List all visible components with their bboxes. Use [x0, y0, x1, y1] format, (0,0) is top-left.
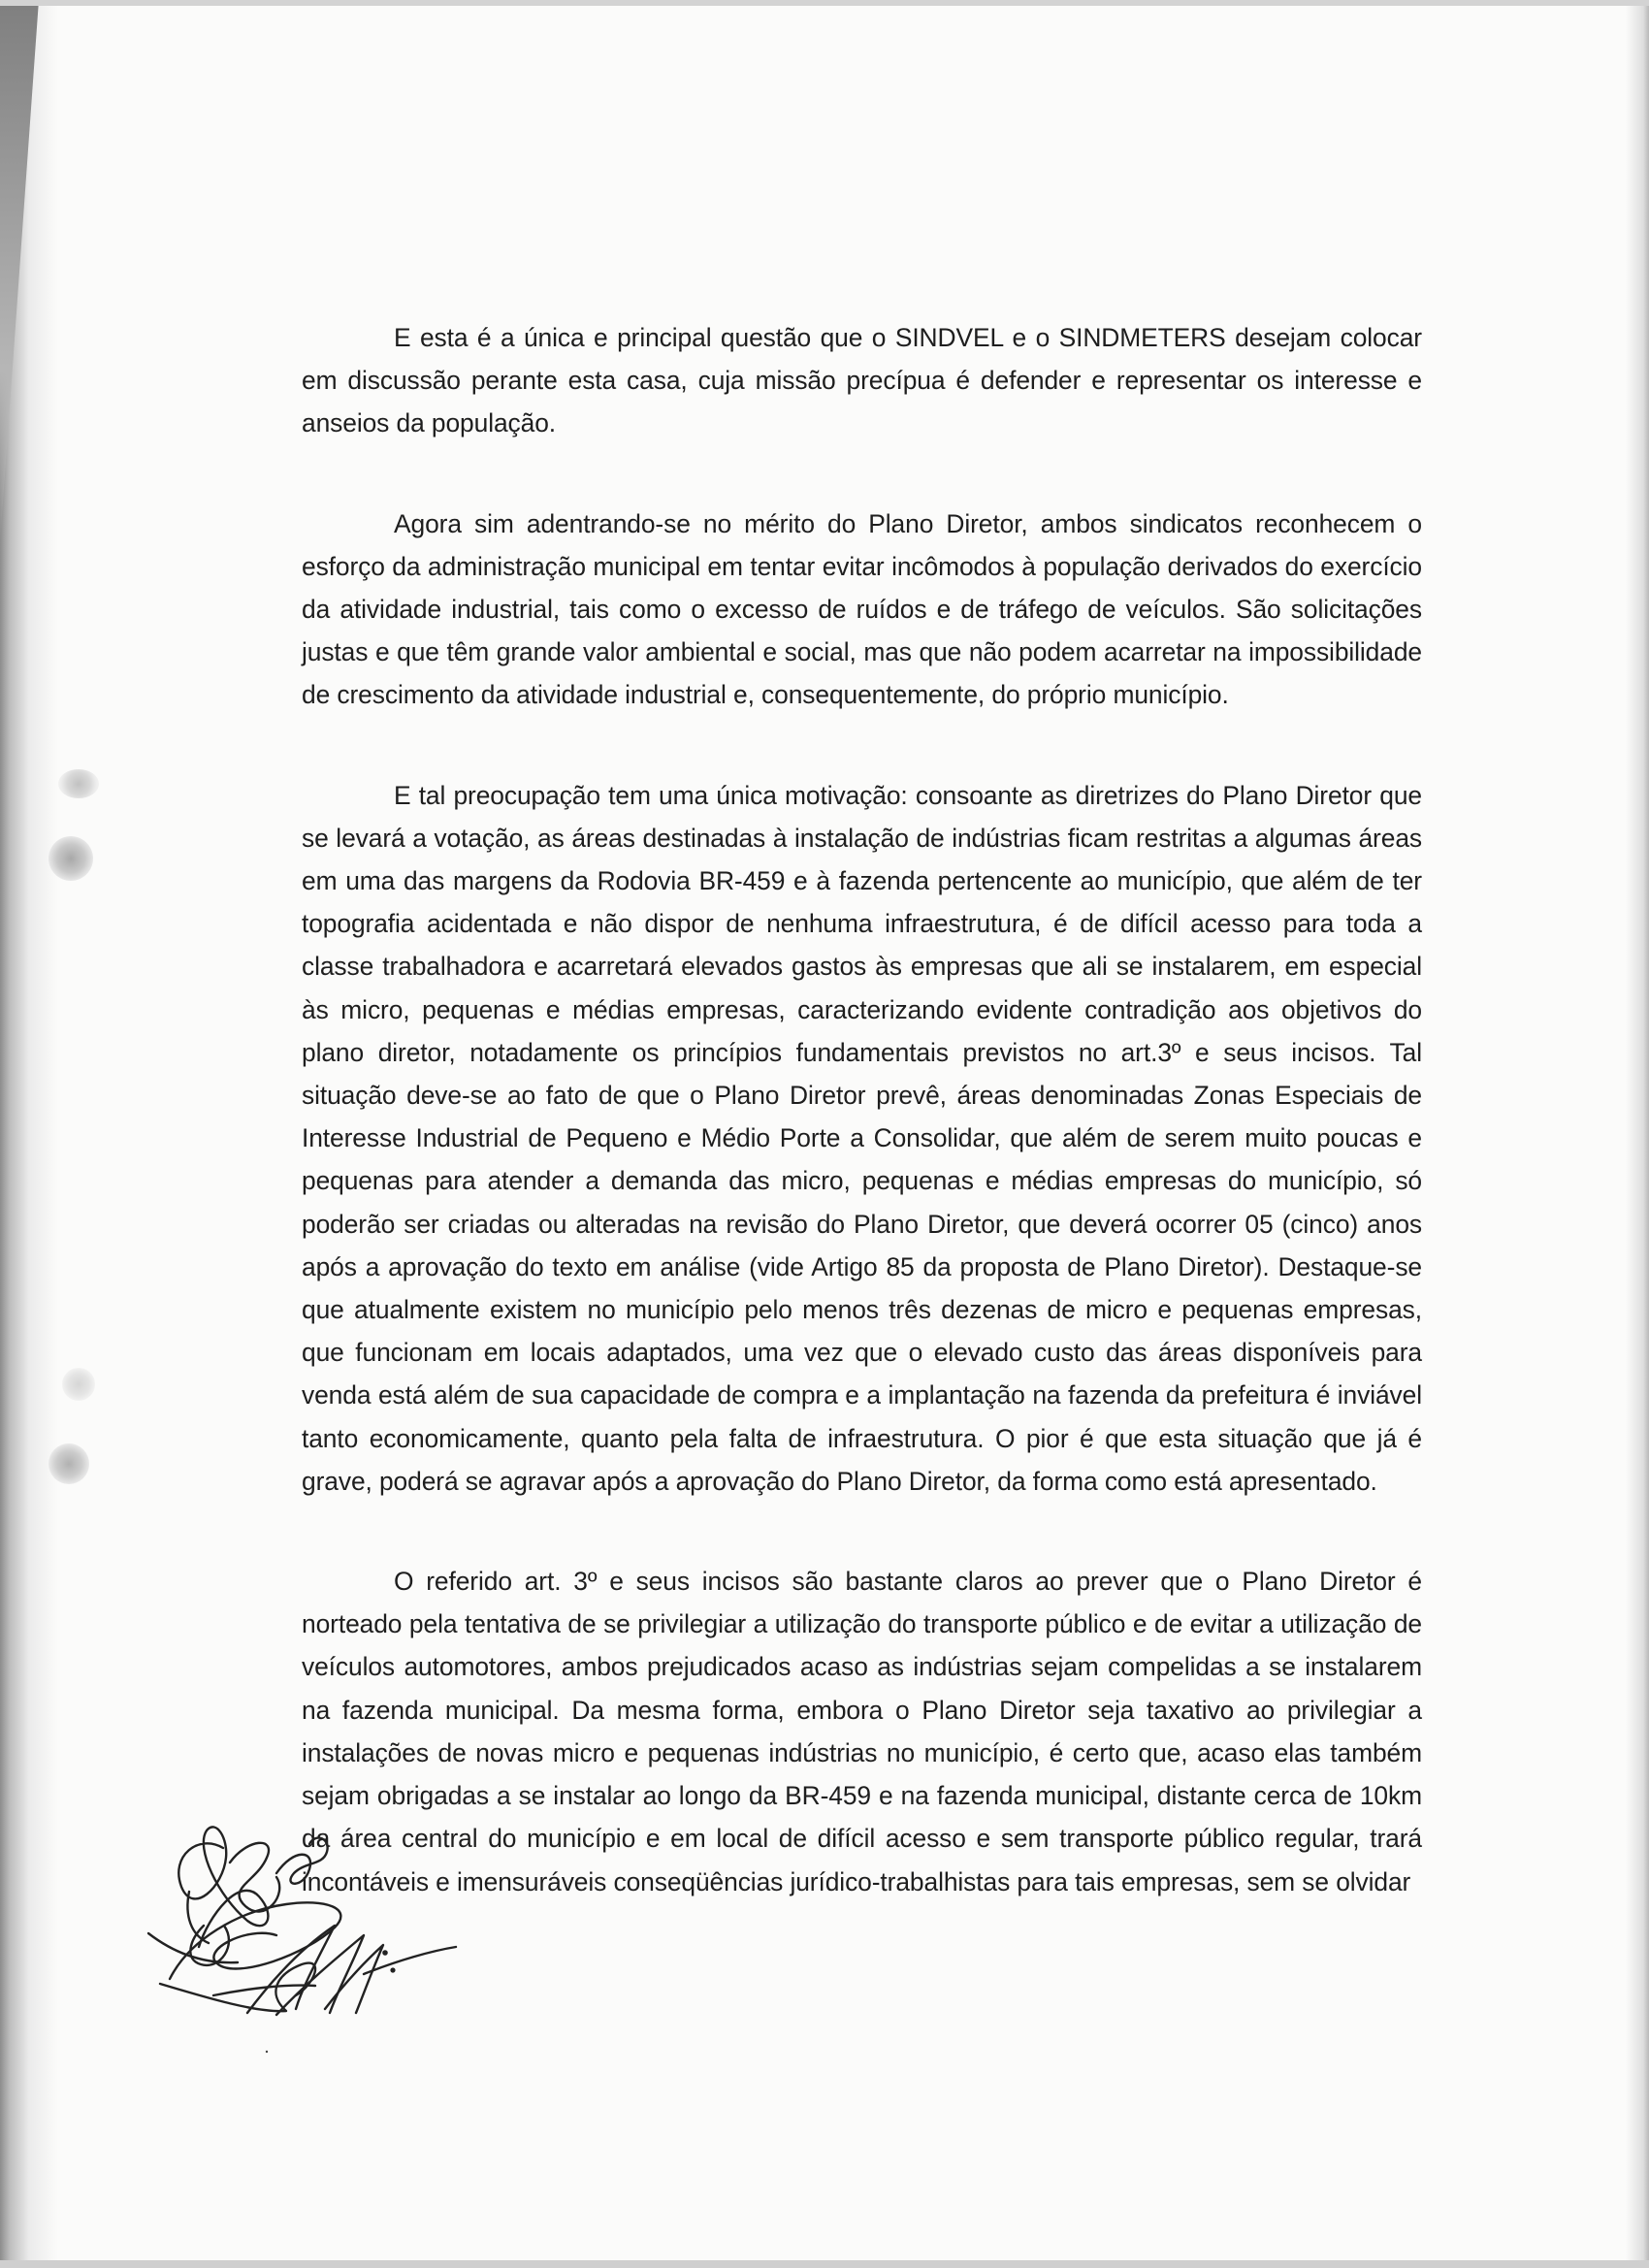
punch-hole: [62, 1368, 95, 1401]
paragraph-1: E esta é a única e principal questão que o SINDVEL e o SINDMETERS desejam colocar em discussão perante esta casa, cuja missão precípua é defender e representar os interesse e anseios da população.: [302, 323, 1422, 438]
punch-hole: [48, 1443, 89, 1484]
paragraph-3: E tal preocupação tem uma única motivação: consoante as diretrizes do Plano Diretor que se levará a votação, as áreas destinadas à instalação de indústrias ficam restritas a algumas áreas em uma das margens da Rodovia BR-459 e à fazenda pertencente ao município, que além de ter topografia acidentada e não dispor de nenhuma infraestrutura, é de difícil acesso para toda a classe trabalhadora e acarretará elevados gastos às empresas que ali se instalarem, em especial às micro, pequenas e médias empresas, caracterizando evidente contradição aos objetivos do plano diretor, notadamente os princípios fundamentais previstos no art.3º e seus incisos. Tal situação deve-se ao fato de que o Plano Diretor prevê, áreas denominadas Zonas Especiais de Interesse Industrial de Pequeno e Médio Porte a Consolidar, que além de serem muito poucas e pequenas para atender a demanda das micro, pequenas e médias empresas do município, só poderão ser criadas ou alteradas na revisão do Plano Diretor, que deverá ocorrer 05 (cinco) anos após a aprovação do texto em análise (vide Artigo 85 da proposta de Plano Diretor). Destaque-se que atualmente existem no município pelo menos três dezenas de micro e pequenas empresas, que funcionam em locais adaptados, uma vez que o elevado custo das áreas disponíveis para venda está além de sua capacidade de compra e a implantação na fazenda da prefeitura é inviável tanto economicamente, quanto pela falta de infraestrutura. O pior é que esta situação que já é grave, poderá se agravar após a aprovação do Plano Diretor, da forma como está apresentado.: [302, 780, 1422, 1496]
punch-hole: [58, 769, 99, 798]
document-body: [302, 316, 1422, 1903]
scan-edge-right: [1626, 0, 1649, 2268]
scan-edge-top: [0, 0, 1649, 6]
paragraph-4: O referido art. 3º e seus incisos são bastante claros ao prever que o Plano Diretor é norteado pela tentativa de se privilegiar a utilização do transporte público e de evitar a utilização de veículos automotores, ambos prejudicados acaso as indústrias sejam compelidas a se instalarem na fazenda municipal. Da mesma forma, embora o Plano Diretor seja taxativo ao privilegiar a instalações de novas micro e pequenas indústrias no município, é certo que, acaso elas também sejam obrigadas a se instalar ao longo da BR-459 e na fazenda municipal, distante cerca de 10km da área central do município e em local de difícil acesso e sem transporte público regular, trará incontáveis e imensuráveis conseqüências jurídico-trabalhistas para tais empresas, sem se olvidar: [302, 1567, 1422, 1896]
paragraph-2: Agora sim adentrando-se no mérito do Plano Diretor, ambos sindicatos reconhecem o esforço da administração municipal em tentar evitar incômodos à população derivados do exercício da atividade industrial, tais como o excesso de ruídos e de tráfego de veículos. São solicitações justas e que têm grande valor ambiental e social, mas que não podem acarretar na impossibilidade de crescimento da atividade industrial e, consequentemente, do próprio município.: [302, 508, 1422, 710]
handwritten-signature: [131, 1780, 500, 2061]
scan-edge-bottom: [0, 2260, 1649, 2268]
punch-hole: [48, 836, 93, 881]
